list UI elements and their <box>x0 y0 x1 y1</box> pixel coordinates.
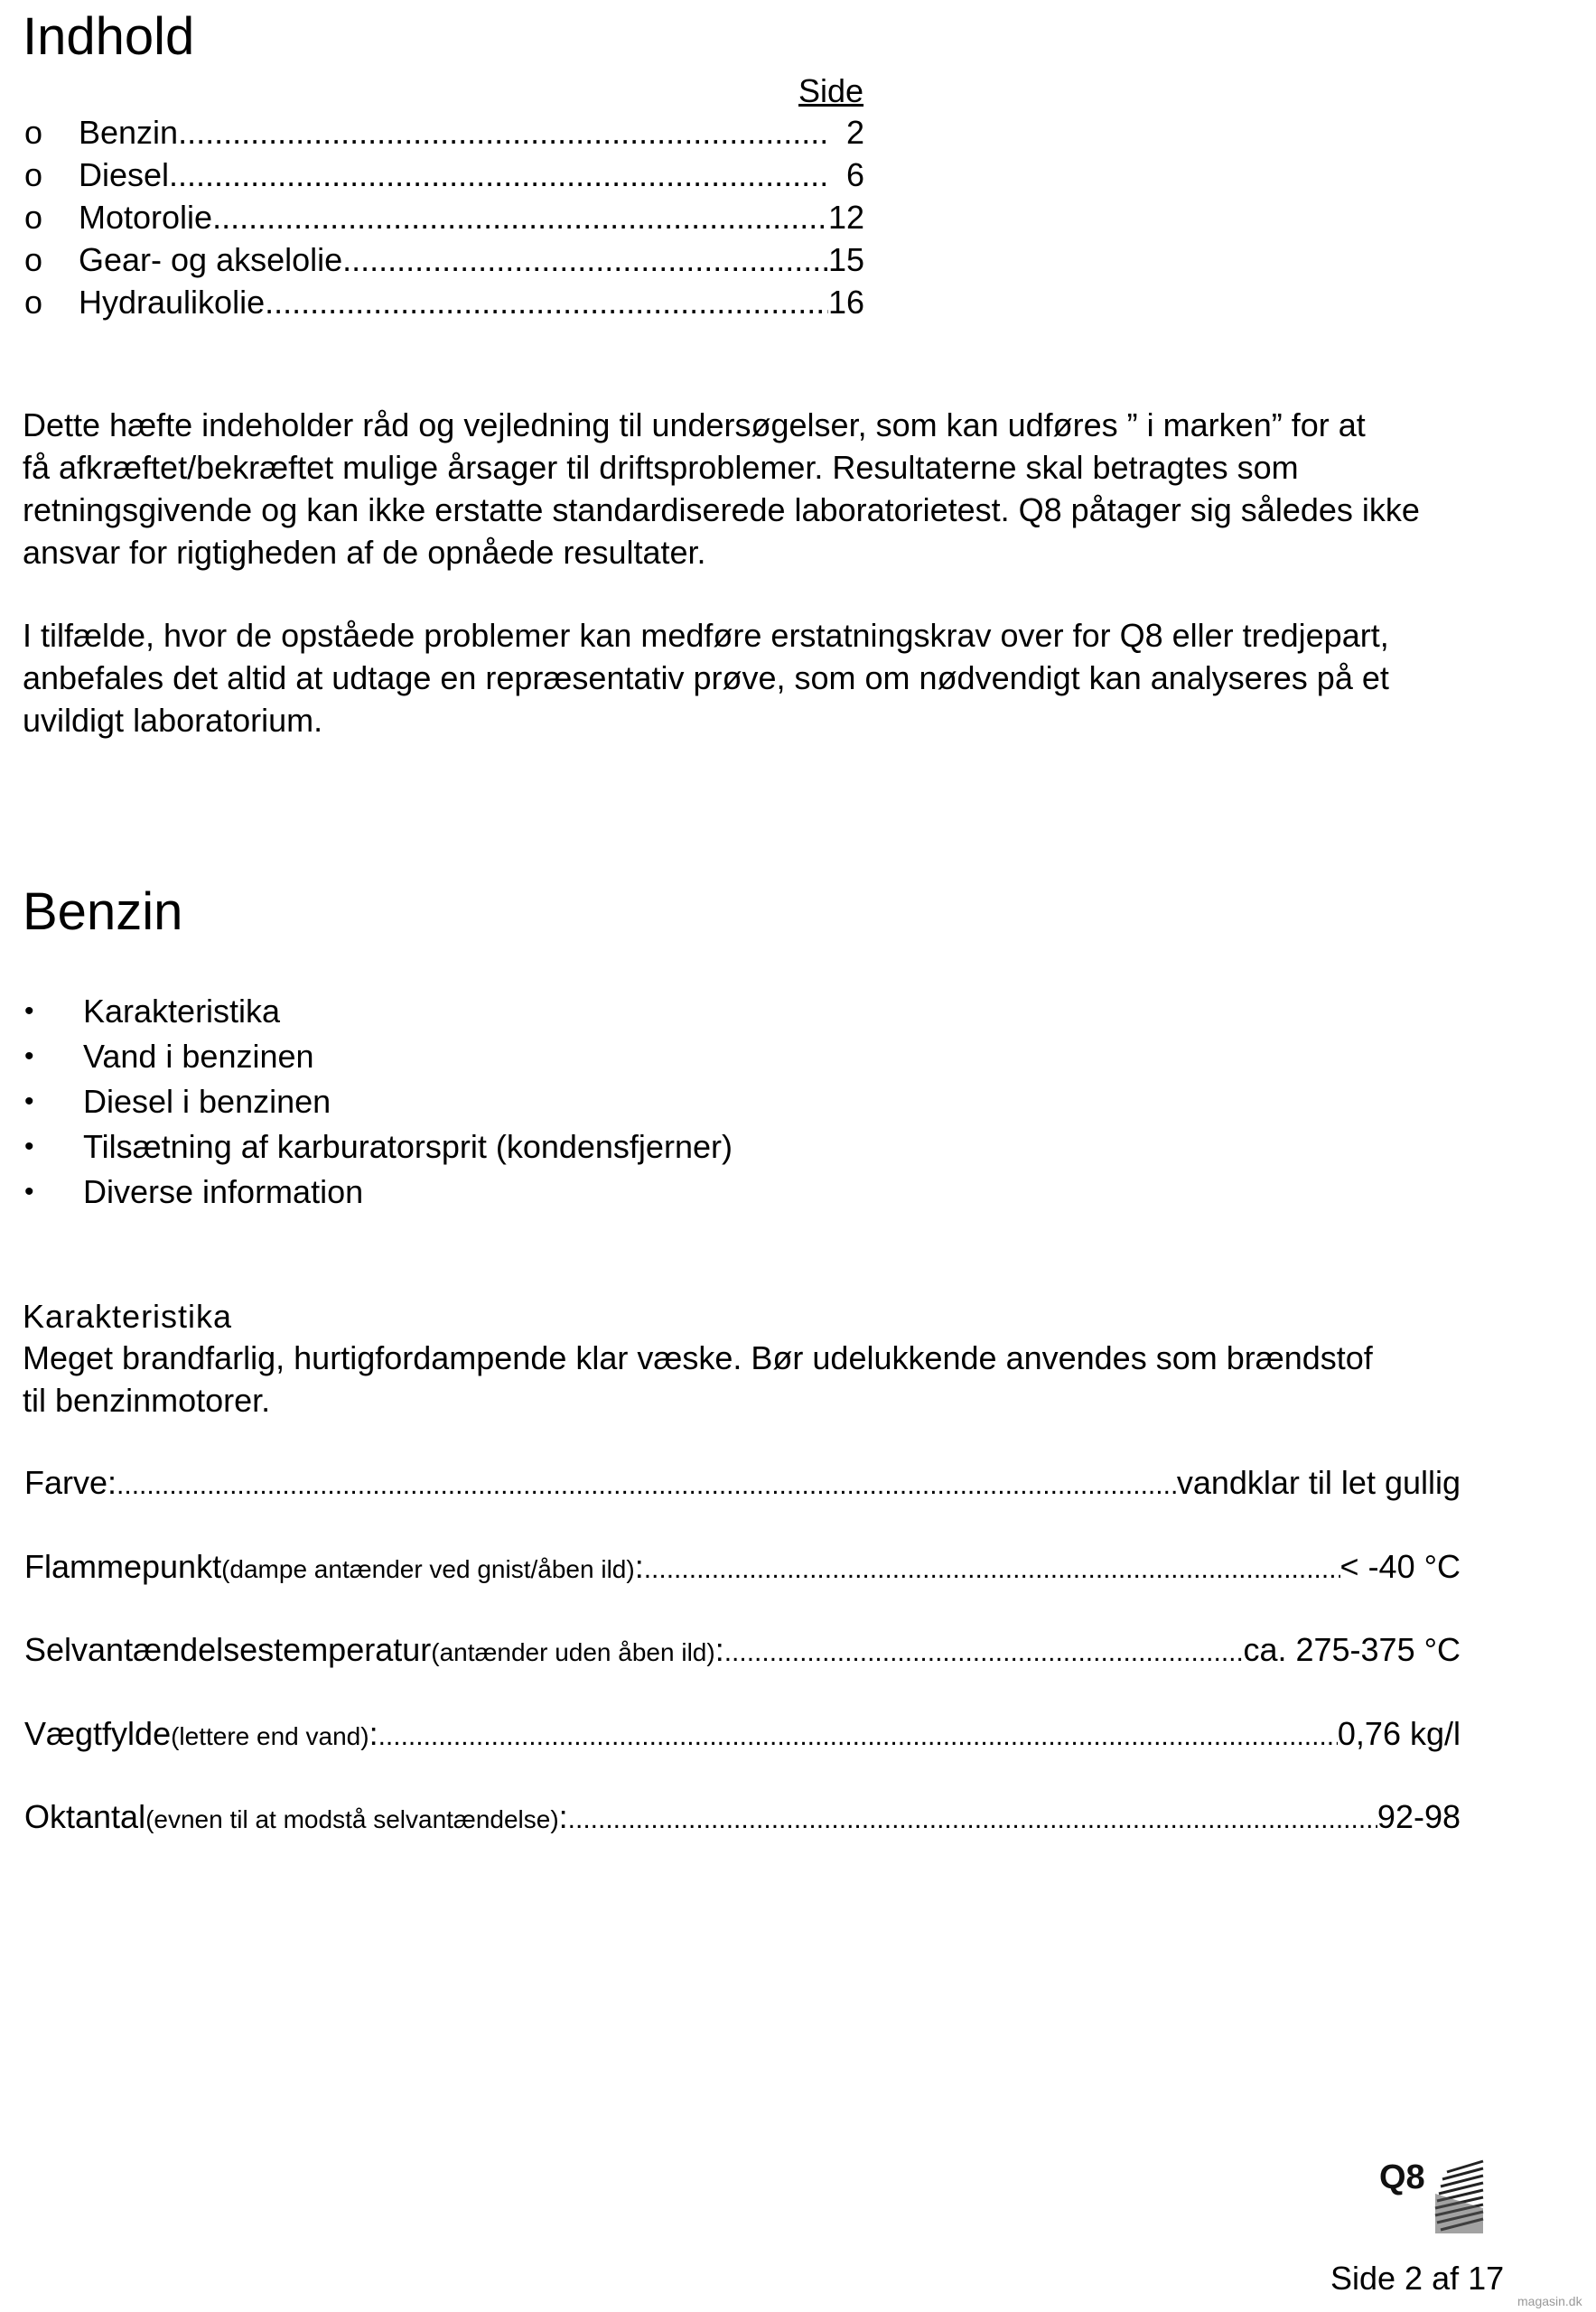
toc-marker: o <box>24 284 43 321</box>
toc-item-page: 15 <box>827 241 864 278</box>
intro-paragraph-1: Dette hæfte indeholder råd og vejledning til undersøgelser, som kan udføres ” i marken” for at få afkræftet/bekræftet mulige årsager til driftsproblemer. Resultaterne skal betragtes som retningsgivende og kan ikke erstatte standardiserede laboratorietest. Q8 påtager sig således ikke ansvar for rigtigheden af de opnåede resultater. <box>23 406 1420 571</box>
spec-colon: : <box>107 1464 117 1501</box>
spec-label: Oktantal <box>24 1798 146 1835</box>
spec-value: vandklar til let gullig <box>1176 1464 1461 1501</box>
watermark: magasin.dk <box>1517 2294 1582 2308</box>
spec-leader <box>568 1797 1377 1842</box>
spec-label: Vægtfylde <box>24 1715 172 1752</box>
spec-leader <box>644 1547 1340 1592</box>
toc-item[interactable] <box>24 281 864 323</box>
spec-row <box>24 1795 1461 1840</box>
spec-leader <box>378 1714 1338 1759</box>
spec-note: (lettere end vand) <box>171 1722 369 1750</box>
toc-leader <box>169 154 828 196</box>
svg-text:Q8: Q8 <box>1379 2158 1425 2196</box>
bullet-icon: • <box>24 1132 34 1161</box>
spec-row <box>24 1460 1461 1506</box>
spec-row <box>24 1627 1461 1673</box>
toc-leader <box>212 196 828 238</box>
toc-item-name: Gear- og akselolie <box>79 241 343 278</box>
bullet-text: Vand i benzinen <box>83 1038 314 1075</box>
karakteristika-text: Meget brandfarlig, hurtigfordampende klar væske. Bør udelukkende anvendes som brændstof til benzinmotorer. <box>23 1339 1373 1419</box>
q8-sail-logo-icon <box>1379 2154 1488 2235</box>
spec-note: (antænder uden åben ild) <box>431 1638 715 1666</box>
toc-marker: o <box>24 156 43 193</box>
bullet-item <box>24 1170 363 1215</box>
toc-item-page: 16 <box>827 284 864 321</box>
bullet-item <box>24 989 280 1034</box>
spec-leader <box>117 1463 1177 1508</box>
bullet-item <box>24 1034 314 1079</box>
toc-item[interactable] <box>24 196 864 238</box>
spec-label: Selvantændelsestemperatur <box>24 1631 432 1668</box>
spec-note: (dampe antænder ved gnist/åben ild) <box>221 1555 635 1583</box>
spec-colon: : <box>634 1548 644 1585</box>
toc-item-name: Motorolie <box>79 199 213 236</box>
bullet-icon: • <box>24 1177 34 1207</box>
toc-marker: o <box>24 241 43 278</box>
benzin-title: Benzin <box>23 882 183 941</box>
bullet-icon: • <box>24 996 34 1026</box>
toc-marker: o <box>24 114 43 151</box>
spec-value: ca. 275-375 °C <box>1243 1631 1461 1668</box>
karakteristika-heading: Karakteristika <box>23 1298 233 1335</box>
toc-item-name: Diesel <box>79 156 170 193</box>
toc-leader <box>342 238 828 281</box>
page-number: Side 2 af 17 <box>1330 2260 1505 2297</box>
spec-value: < -40 °C <box>1339 1548 1461 1585</box>
spec-row <box>24 1711 1461 1757</box>
spec-value: 0,76 kg/l <box>1337 1715 1461 1752</box>
toc-leader <box>178 111 828 154</box>
bullet-item <box>24 1079 331 1124</box>
toc-item-name: Benzin <box>79 114 179 151</box>
spec-colon: : <box>714 1631 724 1668</box>
toc-item-name: Hydraulikolie <box>79 284 266 321</box>
bullet-icon: • <box>24 1041 34 1071</box>
spec-note: (evnen til at modstå selvantændelse) <box>145 1805 559 1833</box>
spec-label: Farve <box>24 1464 108 1501</box>
toc-item-page: 2 <box>845 114 864 151</box>
bullet-text: Karakteristika <box>83 993 281 1030</box>
spec-colon: : <box>369 1715 378 1752</box>
spec-colon: : <box>558 1798 568 1835</box>
bullet-text: Tilsætning af karburatorsprit (kondensfjerner) <box>83 1128 733 1165</box>
toc-leader <box>265 281 828 323</box>
bullet-item <box>24 1124 733 1170</box>
spec-value: 92-98 <box>1377 1798 1461 1835</box>
toc-item-page: 6 <box>845 156 864 193</box>
toc-page-header: Side <box>798 72 864 109</box>
bullet-icon: • <box>24 1086 34 1116</box>
spec-label: Flammepunkt <box>24 1548 222 1585</box>
q8-logo <box>1379 2154 1488 2235</box>
toc-item-page: 12 <box>827 199 864 236</box>
intro-paragraph-2: I tilfælde, hvor de opståede problemer kan medføre erstatningskrav over for Q8 eller tredjepart, anbefales det altid at udtage en repræsentativ prøve, som om nødvendigt kan analyseres på et uvildigt laboratorium. <box>23 617 1389 739</box>
toc-item[interactable] <box>24 111 864 154</box>
bullet-text: Diesel i benzinen <box>83 1083 331 1120</box>
toc-item[interactable] <box>24 154 864 196</box>
toc-marker: o <box>24 199 43 236</box>
spec-leader <box>724 1630 1244 1675</box>
toc-item[interactable] <box>24 238 864 281</box>
toc-title: Indhold <box>23 7 195 66</box>
bullet-text: Diverse information <box>83 1173 364 1210</box>
spec-row <box>24 1544 1461 1590</box>
